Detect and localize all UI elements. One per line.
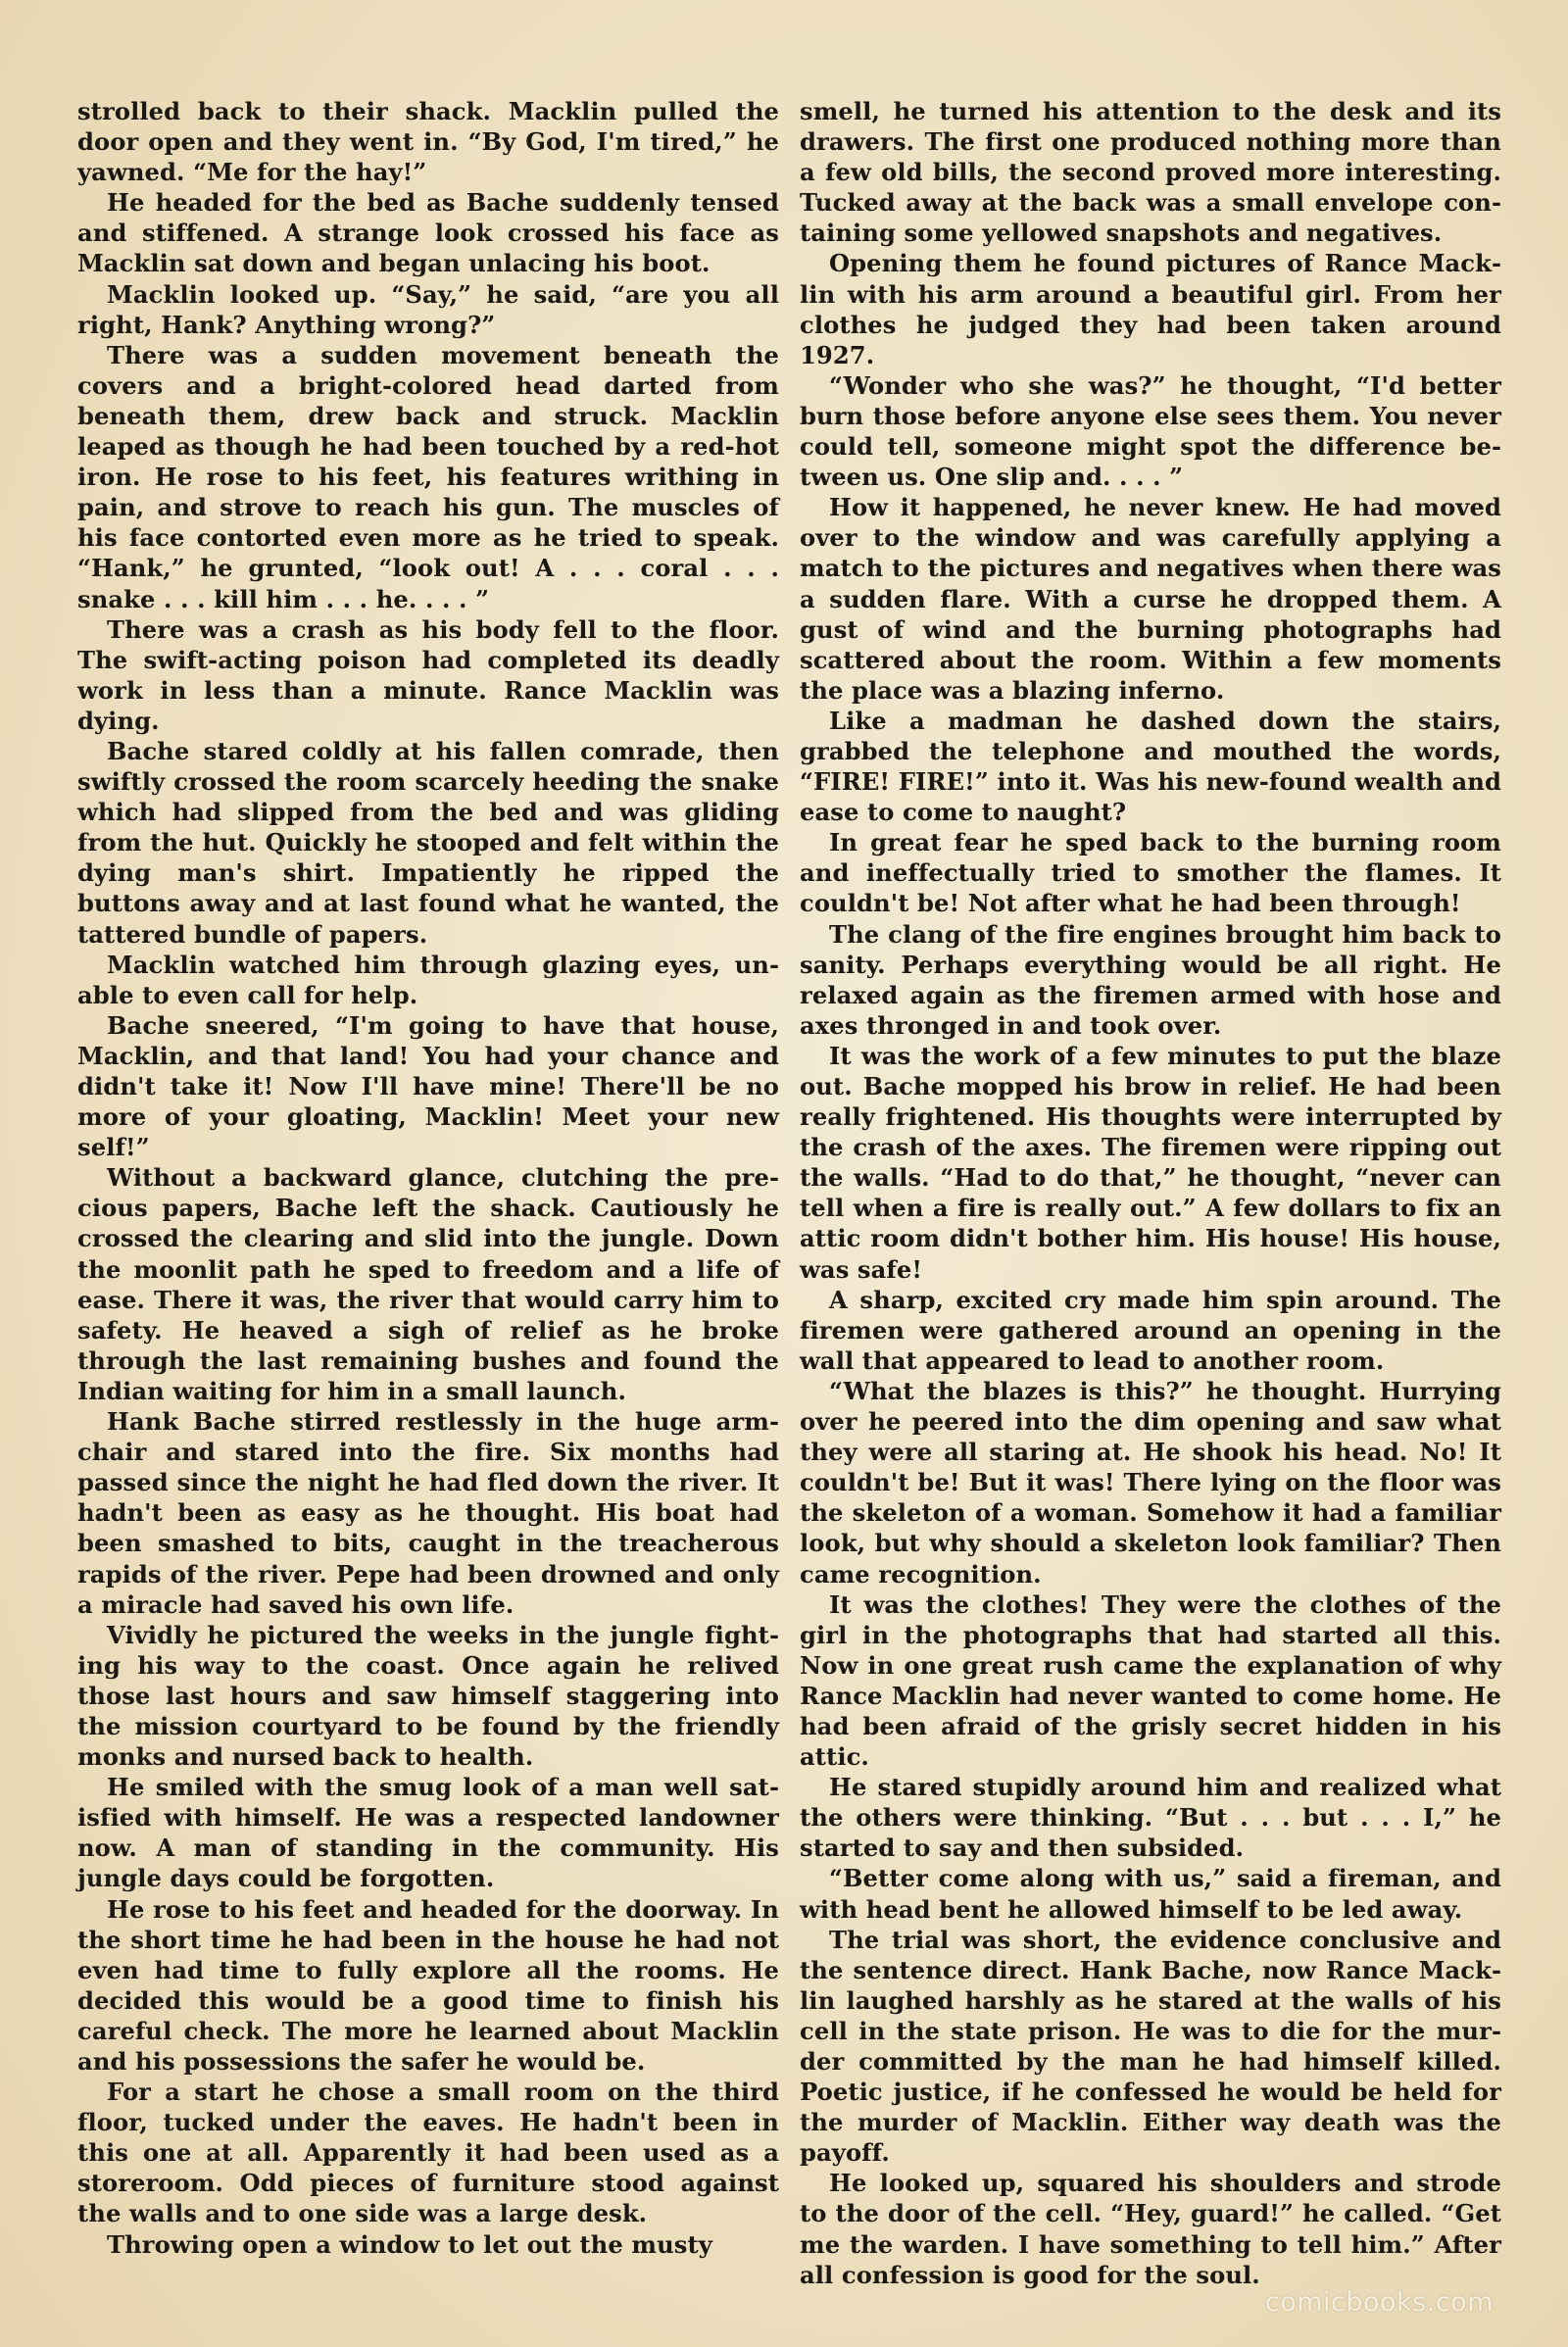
paragraph: “Wonder who she was?” he thought, “I'd better burn those before anyone else sees them. You never could tell, someone might spot the difference between us. One slip and. . . . ”: [800, 370, 1501, 492]
paragraph: He looked up, squared his shoulders and strode to the door of the cell. “Hey, guard!” he called. “Get me the warden. I have something to tell him.” After all confession is good for the soul.: [800, 2169, 1501, 2289]
paragraph: Without a backward glance, clutching the precious papers, Bache left the shack. Cautiously he crossed the clearing and slid into the jungle. Down the moonlit path he sped to freedom and a life of ease. There it was, the river that would carry him to safety. He heaved a sigh of relief as he broke through the last remaining bushes and found the Indian waiting for him in a small launch.: [77, 1163, 779, 1405]
paragraph: Throwing open a window to let out the musty: [107, 2229, 712, 2259]
paragraph: In great fear he sped back to the burning room and ineffectually tried to smother the flames. It couldn't be! Not after what he had been through!: [800, 828, 1501, 918]
paragraph: A sharp, excited cry made him spin around. The firemen were gathered around an opening in the wall that appeared to lead to another room.: [800, 1285, 1501, 1375]
site-watermark: comicbooks.com: [1264, 2287, 1494, 2318]
paragraph: For a start he chose a small room on the third floor, tucked under the eaves. He hadn't been in this one at all. Apparently it had been used as a storeroom. Odd pieces of furniture stood against the walls and to one side was a large desk.: [77, 2078, 779, 2228]
paragraph: strolled back to their shack. Macklin pulled the door open and they went in. “By God, I'm tired,” he yawned. “Me for the hay!”: [77, 97, 779, 187]
paragraph: Macklin looked up. “Say,” he said, “are you all right, Hank? Anything wrong?”: [77, 279, 779, 339]
paragraph: He rose to his feet and headed for the doorway. In the short time he had been in the house he had not even had time to fully explore all the rooms. He decided this would be a good time to finish his careful check. The more he learned about Macklin and his possessions the safer he would be.: [77, 1894, 779, 2076]
paragraph: It was the clothes! They were the clothes of the girl in the photographs that had started all this. Now in one great rush came the explanation of why Rance Macklin had never wanted to come home. He had been afraid of the grisly secret hidden in his attic.: [800, 1589, 1501, 1772]
paragraph: Bache stared coldly at his fallen comrade, then swiftly crossed the room scarcely heeding the snake which had slipped from the bed and was gliding from the hut. Quickly he stooped and felt within the dying man's shirt. Impatiently he ripped the buttons away and at last found what he wanted, the tattered bundle of papers.: [77, 736, 779, 949]
paragraph: He headed for the bed as Bache suddenly tensed and stiffened. A strange look crossed his face as Macklin sat down and began unlacing his boot.: [77, 188, 779, 278]
paragraph: Opening them he found pictures of Rance Macklin with his arm around a beautiful girl. From her clothes he judged they had been taken around 1927.: [800, 249, 1501, 369]
paragraph: There was a crash as his body fell to the floor. The swift-acting poison had completed its deadly work in less than a minute. Rance Macklin was dying.: [77, 614, 779, 735]
paragraph: Like a madman he dashed down the stairs, grabbed the telephone and mouthed the words, “FIRE! FIRE!” into it. Was his new-found wealth and ease to come to naught?: [800, 706, 1501, 827]
paragraph: Vividly he pictured the weeks in the jungle fighting his way to the coast. Once again he relived those last hours and saw himself staggering into the mission courtyard to be found by the friendly monks and nursed back to health.: [77, 1620, 779, 1772]
right-text-column: [800, 96, 1501, 2290]
paragraph: “Better come along with us,” said a fireman, and with head bent he allowed himself to be led away.: [800, 1864, 1501, 1924]
paragraph: He stared stupidly around him and realized what the others were thinking. “But . . . but . . . I,” he started to say and then subsided.: [800, 1773, 1501, 1863]
paragraph: Macklin watched him through glazing eyes, unable to even call for help.: [77, 950, 779, 1009]
paragraph: The clang of the fire engines brought him back to sanity. Perhaps everything would be all right. He relaxed again as the firemen armed with hose and axes thronged in and took over.: [800, 919, 1501, 1040]
paragraph: smell, he turned his attention to the desk and its drawers. The first one produced nothing more than a few old bills, the second proved more interesting. Tucked away at the back was a small envelope containing some yellowed snapshots and negatives.: [800, 97, 1501, 248]
paragraph: The trial was short, the evidence conclusive and the sentence direct. Hank Bache, now Rance Macklin laughed harshly as he stared at the walls of his cell in the state prison. He was to die for the murder committed by the man he had himself killed. Poetic justice, if he confessed he would be held for the murder of Macklin. Either way death was the payoff.: [800, 1925, 1501, 2168]
paragraph: It was the work of a few minutes to put the blaze out. Bache mopped his brow in relief. He had been really frightened. His thoughts were interrupted by the crash of the axes. The firemen were ripping out the walls. “Had to do that,” he thought, “never can tell when a fire is really out.” A few dollars to fix an attic room didn't bother him. His house! His house, was safe!: [800, 1041, 1501, 1284]
paragraph: How it happened, he never knew. He had moved over to the window and was carefully applying a match to the pictures and negatives when there was a sudden flare. With a curse he dropped them. A gust of wind and the burning photographs had scattered about the room. Within a few moments the place was a blazing inferno.: [800, 493, 1501, 705]
paragraph: Bache sneered, “I'm going to have that house, Macklin, and that land! You had your chance and didn't take it! Now I'll have mine! There'll be no more of your gloating, Macklin! Meet your new self!”: [77, 1010, 779, 1162]
paragraph: There was a sudden movement beneath the covers and a bright-colored head darted from beneath them, drew back and struck. Macklin leaped as though he had been touched by a red-hot iron. He rose to his feet, his features writhing in pain, and strove to reach his gun. The muscles of his face contorted even more as he tried to speak. “Hank,” he grunted, “look out! A . . . coral . . . snake . . . kill him . . . he. . . . ”: [77, 340, 779, 613]
paragraph: Hank Bache stirred restlessly in the huge armchair and stared into the fire. Six months had passed since the night he had fled down the river. It hadn't been as easy as he thought. His boat had been smashed to bits, caught in the treacherous rapids of the river. Pepe had been drowned and only a miracle had saved his own life.: [77, 1407, 779, 1619]
left-text-column: [77, 96, 779, 2260]
paragraph: “What the blazes is this?” he thought. Hurrying over he peered into the dim opening and saw what they were all staring at. He shook his head. No! It couldn't be! But it was! There lying on the floor was the skeleton of a woman. Somehow it had a familiar look, but why should a skeleton look familiar? Then came recognition.: [800, 1376, 1501, 1589]
paragraph: He smiled with the smug look of a man well satisfied with himself. He was a respected landowner now. A man of standing in the community. His jungle days could be forgotten.: [77, 1773, 779, 1893]
